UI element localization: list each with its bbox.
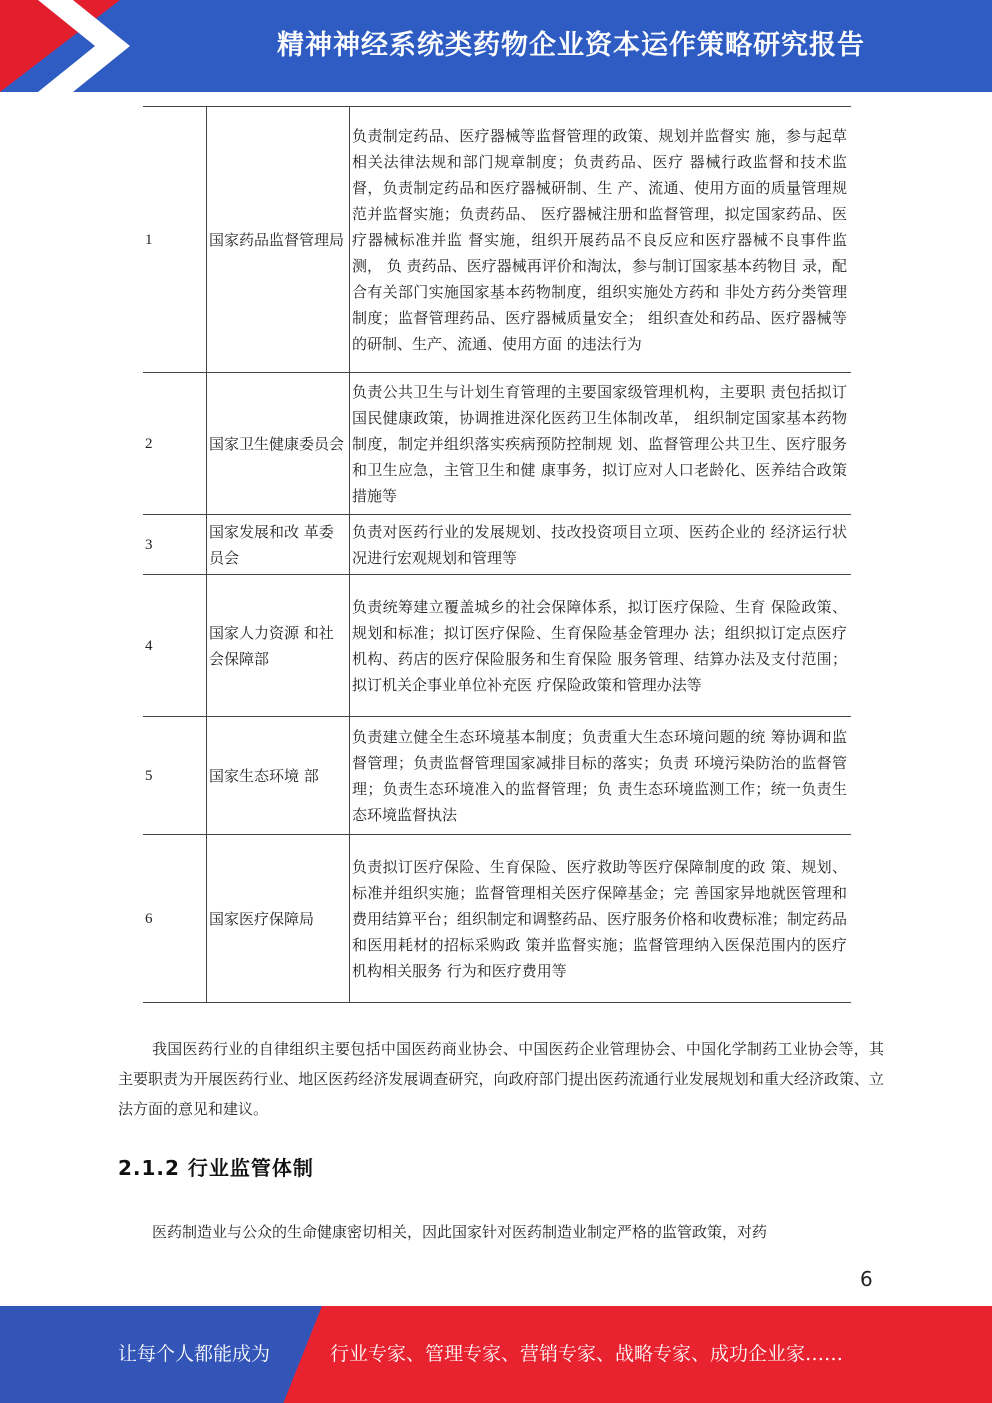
table-row [143, 835, 851, 1003]
row-number: 1 [143, 107, 207, 373]
row-number: 2 [143, 373, 207, 515]
table-row [143, 575, 851, 717]
footer-slogan-right: 行业专家、管理专家、营销专家、战略专家、成功企业家…… [330, 1343, 844, 1365]
agency-name: 国家发展和改 革委员会 [207, 515, 350, 575]
agency-name: 国家人力资源 和社会保障部 [207, 575, 350, 717]
agency-duties: 负责建立健全生态环境基本制度；负责重大生态环境问题的统 筹协调和监督管理；负责监督管理国家减排目标的落实；负责 环境污染防治的监督管理；负责生态环境准入的监督管理；负 责生态环境监测工作；统一负责生态环境监督执法 [350, 717, 852, 835]
section-heading: 2.1.2 行业监管体制 [118, 1156, 314, 1180]
row-number: 3 [143, 515, 207, 575]
row-number: 5 [143, 717, 207, 835]
table-row [143, 515, 851, 575]
agency-name: 国家医疗保障局 [207, 835, 350, 1003]
agency-name: 国家生态环境 部 [207, 717, 350, 835]
table-row [143, 717, 851, 835]
agency-duties: 负责拟订医疗保险、生育保险、医疗救助等医疗保障制度的政 策、规划、标准并组织实施；监督管理相关医疗保障基金；完 善国家异地就医管理和费用结算平台；组织制定和调整药品、医疗服务价格和收费标准；制定药品和医用耗材的招标采购政 策并监督实施；监督管理纳入医保范围内的医疗机构相关服务 行为和医疗费用等 [350, 835, 852, 1003]
page-number: 6 [860, 1267, 873, 1291]
regulatory-agencies-table [143, 106, 851, 1003]
agency-duties: 负责制定药品、医疗器械等监督管理的政策、规划并监督实 施，参与起草相关法律法规和部门规章制度；负责药品、医疗 器械行政监督和技术监督，负责制定药品和医疗器械研制、生 产、流通、使用方面的质量管理规范并监督实施；负责药品、 医疗器械注册和监督管理，拟定国家药品、医疗器械标准并监 督实施，组织开展药品不良反应和医疗器械不良事件监测， 负 责药品、医疗器械再评价和淘汰，参与制订国家基本药物目 录，配合有关部门实施国家基本药物制度，组织实施处方药和 非处方药分类管理制度；监督管理药品、医疗器械质量安全； 组织查处和药品、医疗器械等的研制、生产、流通、使用方面 的违法行为 [350, 107, 852, 373]
table-row [143, 373, 851, 515]
row-number: 4 [143, 575, 207, 717]
row-number: 6 [143, 835, 207, 1003]
agency-name: 国家卫生健康委员会 [207, 373, 350, 515]
agency-duties: 负责公共卫生与计划生育管理的主要国家级管理机构，主要职 责包括拟订国民健康政策，协调推进深化医药卫生体制改革， 组织制定国家基本药物制度，制定并组织落实疾病预防控制规 划、监督管理公共卫生、医疗服务和卫生应急，主管卫生和健 康事务，拟订应对人口老龄化、医养结合政策措施等 [350, 373, 852, 515]
body-paragraph: 我国医药行业的自律组织主要包括中国医药商业协会、中国医药企业管理协会、中国化学制药工业协会等，其主要职责为开展医药行业、地区医药经济发展调查研究，向政府部门提出医药流通行业发展规划和重大经济政策、立法方面的意见和建议。 [118, 1040, 884, 1118]
agency-duties: 负责对医药行业的发展规划、技改投资项目立项、医药企业的 经济运行状况进行宏观规划和管理等 [350, 515, 852, 575]
agency-name: 国家药品监督管理局 [207, 107, 350, 373]
footer-slogan-left: 让每个人都能成为 [118, 1343, 271, 1365]
agency-duties: 负责统筹建立覆盖城乡的社会保障体系，拟订医疗保险、生育 保险政策、规划和标准；拟订医疗保险、生育保险基金管理办 法；组织拟订定点医疗机构、药店的医疗保险服务和生育保险 服务管理、结算办法及支付范围；拟订机关企事业单位补充医 疗保险政策和管理办法等 [350, 575, 852, 717]
page-footer [0, 1306, 992, 1403]
table-row [143, 107, 851, 373]
body-paragraph: 医药制造业与公众的生命健康密切相关，因此国家针对医药制造业制定严格的监管政策，对药 [152, 1223, 768, 1241]
report-title: 精神神经系统类药物企业资本运作策略研究报告 [277, 30, 865, 61]
page-header [0, 0, 992, 92]
